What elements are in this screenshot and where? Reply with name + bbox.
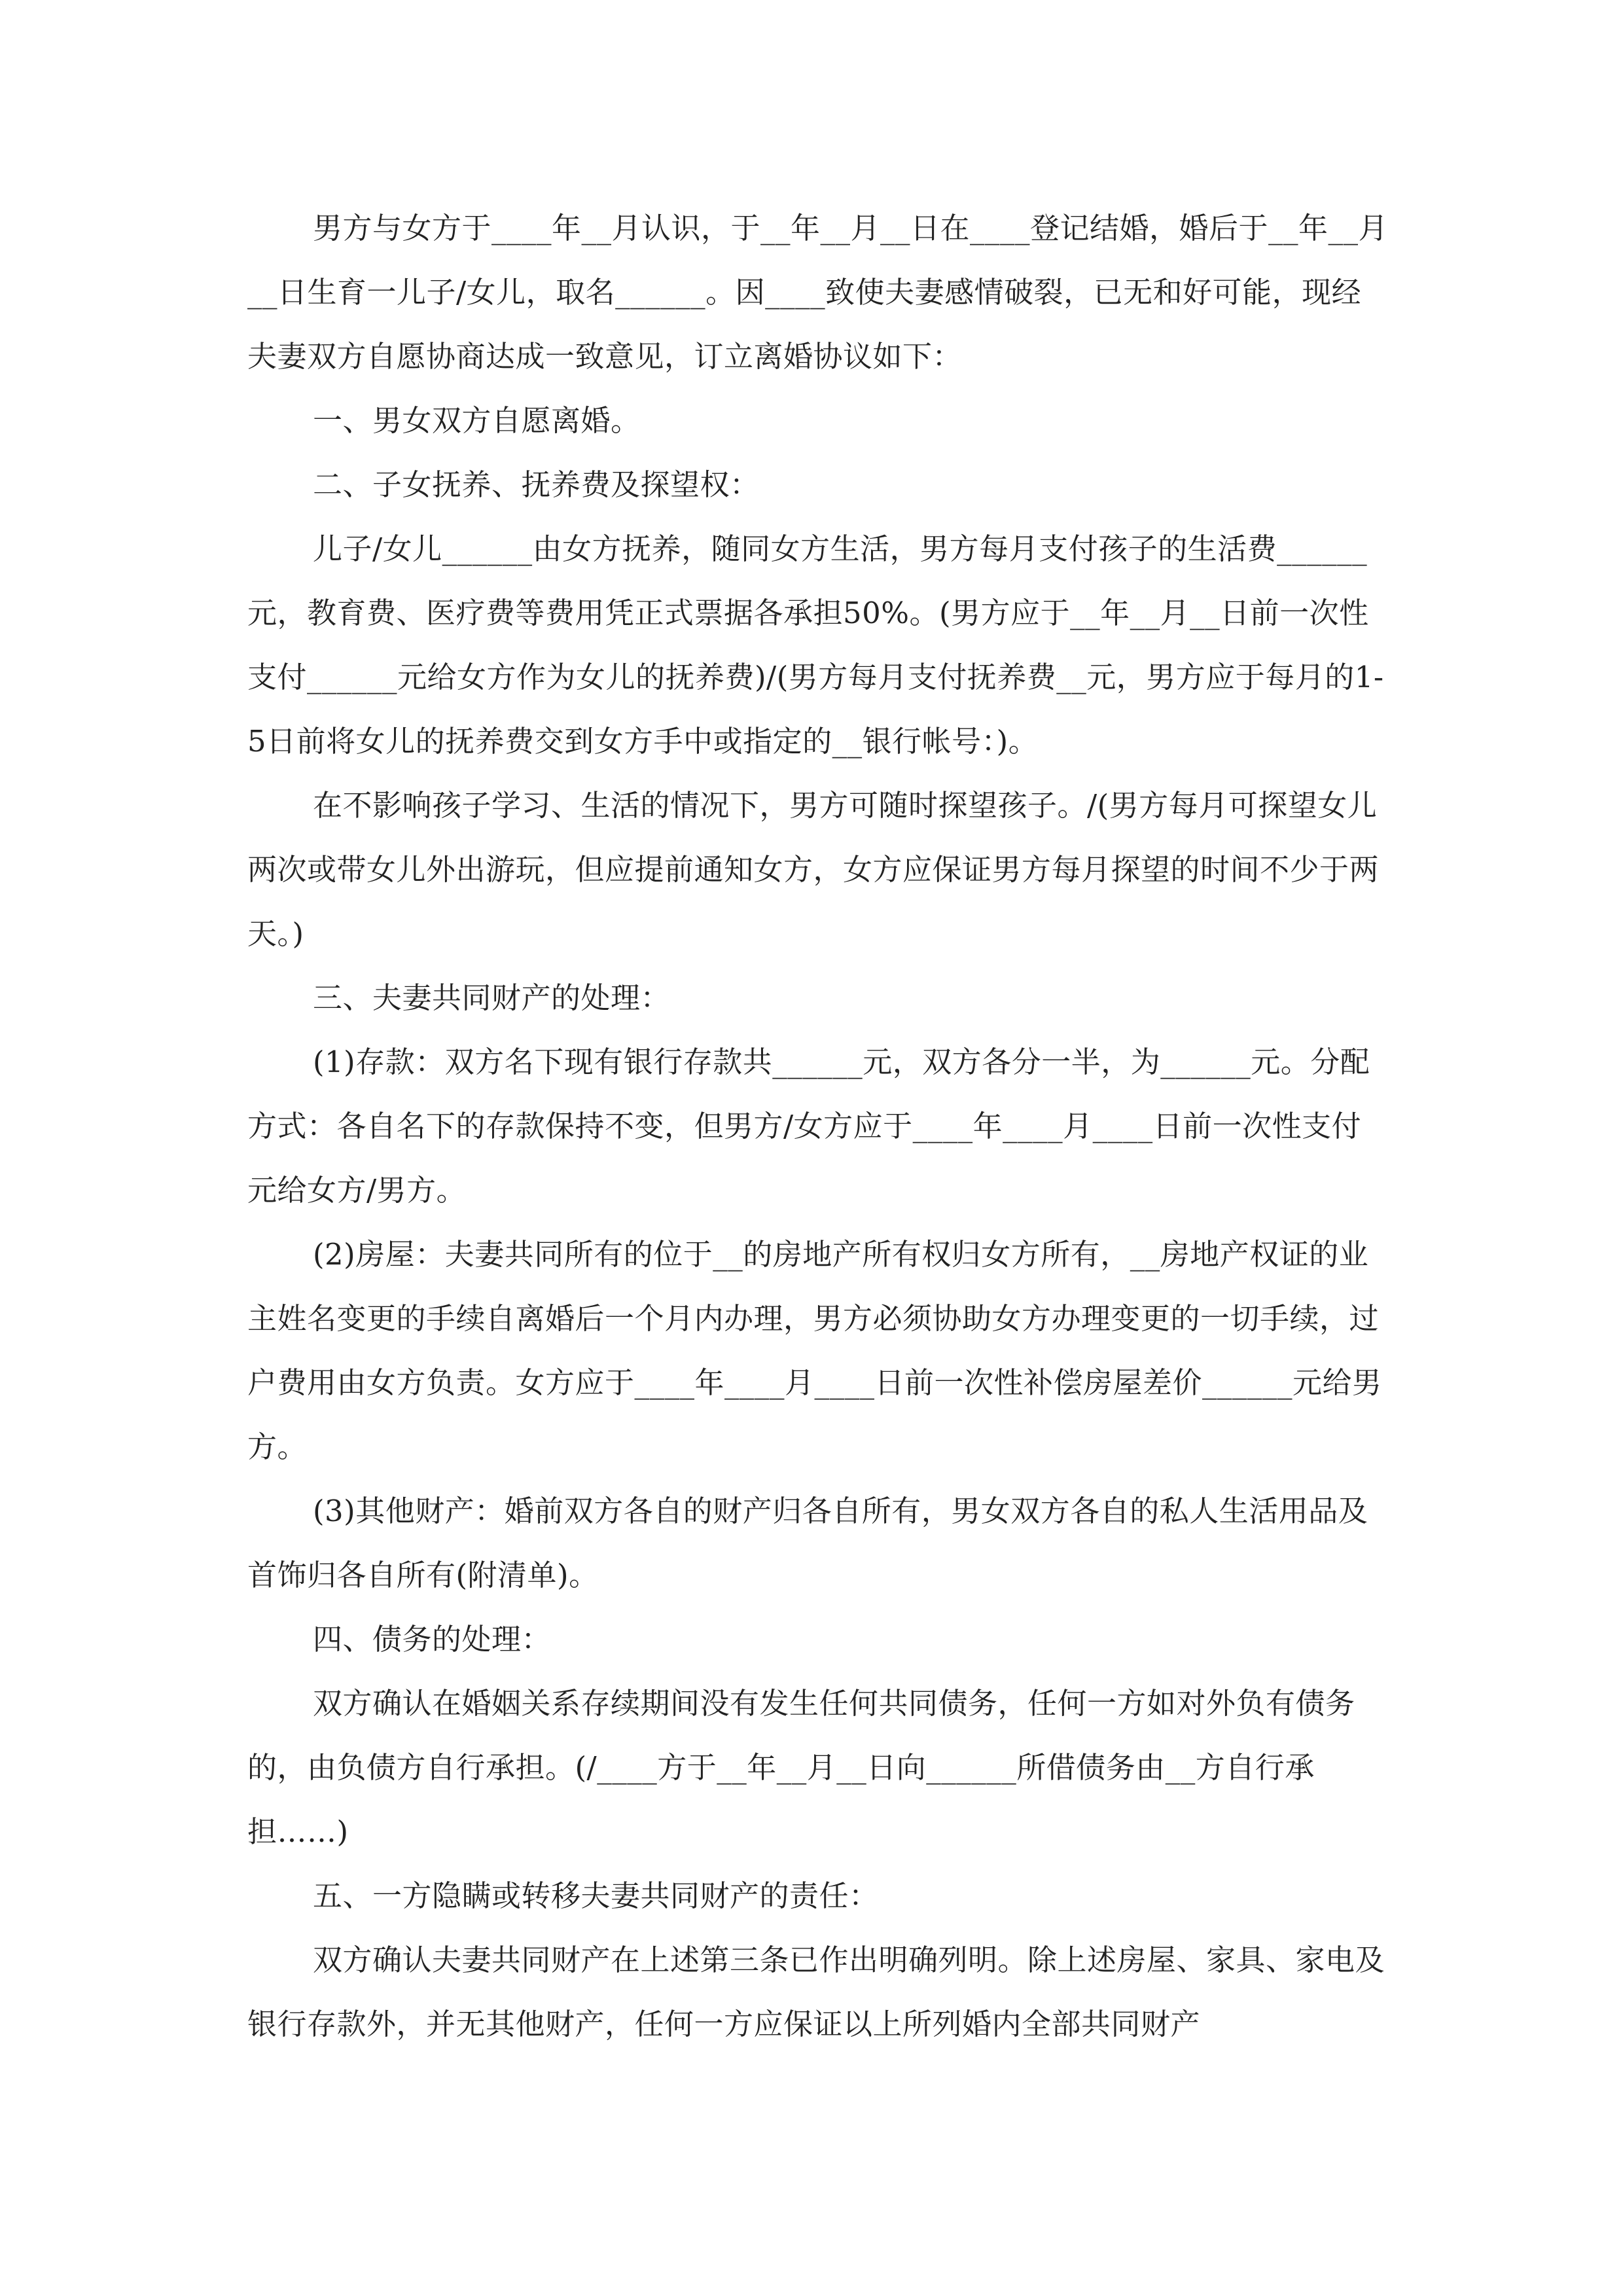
child-support-paragraph: 儿子/女儿______由女方抚养，随同女方生活，男方每月支付孩子的生活费______元，教育费、医疗费等费用凭正式票据各承担50%。(男方应于__年__月__日前一次性支付______元给女方作为女儿的抚养费)/(男方每月支付抚养费__元，男方应于每月的1-5日前将女儿的抚养费交到女方手中或指定的__银行帐号：)。 — [247, 531, 1384, 759]
clause-1-heading: 一、男女双方自愿离婚。 — [313, 403, 641, 438]
clause-5-heading: 五、一方隐瞒或转移夫妻共同财产的责任： — [313, 1878, 879, 1913]
document-body — [247, 196, 1389, 2056]
clause-4-heading: 四、债务的处理： — [313, 1622, 552, 1657]
debt-paragraph: 双方确认在婚姻关系存续期间没有发生任何共同债务，任何一方如对外负有债务的，由负债方自行承担。(/____方于__年__月__日向______所借债务由__方自行承担……) — [247, 1686, 1355, 1849]
house-paragraph: (2)房屋：夫妻共同所有的位于__的房地产所有权归女方所有，__房地产权证的业主姓名变更的手续自离婚后一个月内办理，男方必须协助女方办理变更的一切手续，过户费用由女方负责。女方应于____年____月____日前一次性补偿房屋差价______元给男方。 — [247, 1237, 1382, 1464]
concealment-paragraph: 双方确认夫妻共同财产在上述第三条已作出明确列明。除上述房屋、家具、家电及银行存款外，并无其他财产，任何一方应保证以上所列婚内全部共同财产 — [247, 1943, 1385, 2041]
clause-3-heading: 三、夫妻共同财产的处理： — [313, 980, 671, 1015]
visitation-paragraph: 在不影响孩子学习、生活的情况下，男方可随时探望孩子。/(男方每月可探望女儿两次或带女儿外出游玩，但应提前通知女方，女方应保证男方每月探望的时间不少于两天。) — [247, 788, 1380, 951]
deposit-paragraph: (1)存款：双方名下现有银行存款共______元，双方各分一半，为______元。分配方式：各自名下的存款保持不变，但男方/女方应于____年____月____日前一次性支付 元给女方/男方。 — [247, 1045, 1370, 1208]
intro-paragraph: 男方与女方于____年__月认识，于__年__月__日在____登记结婚，婚后于__年__月__日生育一儿子/女儿，取名______。因____致使夫妻感情破裂，已无和好可能，现经夫妻双方自愿协商达成一致意见，订立离婚协议如下： — [247, 211, 1389, 374]
clause-2-heading: 二、子女抚养、抚养费及探望权： — [313, 467, 760, 502]
other-property-paragraph: (3)其他财产：婚前双方各自的财产归各自所有，男女双方各自的私人生活用品及首饰归各自所有(附清单)。 — [247, 1494, 1368, 1592]
